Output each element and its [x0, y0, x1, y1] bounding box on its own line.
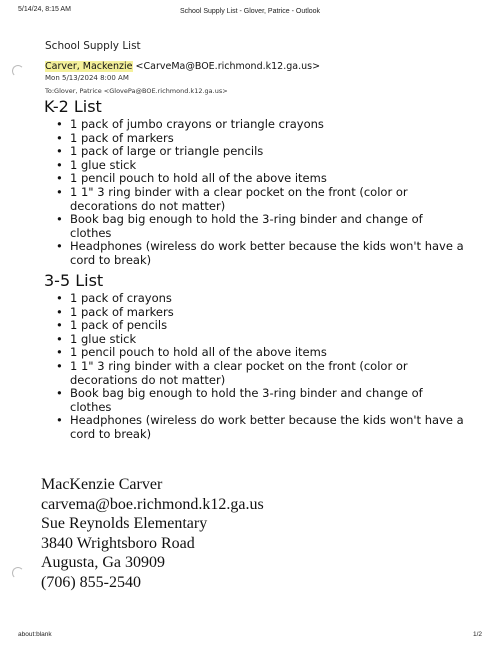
email-recipient: To:Glover, Patrice <GlovePa@BOE.richmond.k12.ga.us> [45, 87, 228, 95]
list-item: • Headphones (wireless do work better because the kids won't have a cord to break) [44, 240, 464, 267]
list-item: • 1 1" 3 ring binder with a clear pocket on the front (color or decorations do not matter) [44, 186, 464, 213]
list-item: • 1 pencil pouch to hold all of the above items [44, 346, 464, 360]
print-title: School Supply List - Glover, Patrice - Outlook [179, 8, 321, 15]
scan-mark [12, 65, 24, 77]
list-item: • 1 pack of markers [44, 306, 464, 320]
signature-name: MacKenzie Carver [41, 476, 163, 493]
list-item: • 1 glue stick [44, 333, 464, 347]
list-item: • 1 pack of pencils [44, 319, 464, 333]
list-item: • 1 1" 3 ring binder with a clear pocket on the front (color or decorations do not matter) [44, 360, 464, 387]
list-heading: 3-5 List [44, 271, 104, 290]
list-item: • Book bag big enough to hold the 3-ring binder and change of clothes [44, 387, 464, 414]
list-heading: K-2 List [44, 97, 102, 116]
signature-email[interactable]: carvema@boe.richmond.k12.ga.us [41, 495, 264, 513]
list-item: • 1 pencil pouch to hold all of the above items [44, 172, 464, 186]
scan-mark [12, 567, 24, 579]
email-subject: School Supply List [45, 40, 141, 52]
page-number: 1/2 [472, 631, 482, 638]
sender-name[interactable]: Carver, Mackenzie [45, 61, 133, 72]
list-item: • 1 pack of jumbo crayons or triangle crayons [44, 118, 464, 132]
email-sent-date: Mon 5/13/2024 8:00 AM [45, 74, 129, 82]
35-list-section [44, 271, 464, 442]
signature-city: Augusta, Ga 30909 [41, 554, 165, 572]
list-item: • 1 pack of large or triangle pencils [44, 145, 464, 159]
email-from [45, 61, 320, 72]
supply-list [44, 118, 464, 268]
list-item: • Headphones (wireless do work better because the kids won't have a cord to break) [44, 414, 464, 441]
signature-street: 3840 Wrightsboro Road [41, 534, 195, 552]
list-item: • 1 pack of markers [44, 132, 464, 146]
sender-email[interactable]: <CarveMa@BOE.richmond.k12.ga.us> [135, 61, 321, 72]
k2-list-section [44, 97, 464, 268]
list-item: • Book bag big enough to hold the 3-ring binder and change of clothes [44, 213, 464, 240]
list-item: • 1 pack of crayons [44, 292, 464, 306]
email-signature [41, 475, 264, 593]
signature-school: Sue Reynolds Elementary [41, 515, 208, 533]
print-datetime: 5/14/24, 8:15 AM [18, 6, 71, 13]
supply-list [44, 292, 464, 442]
print-url: about:blank [18, 631, 52, 638]
list-item: • 1 glue stick [44, 159, 464, 173]
signature-phone: (706) 855-2540 [41, 573, 141, 591]
